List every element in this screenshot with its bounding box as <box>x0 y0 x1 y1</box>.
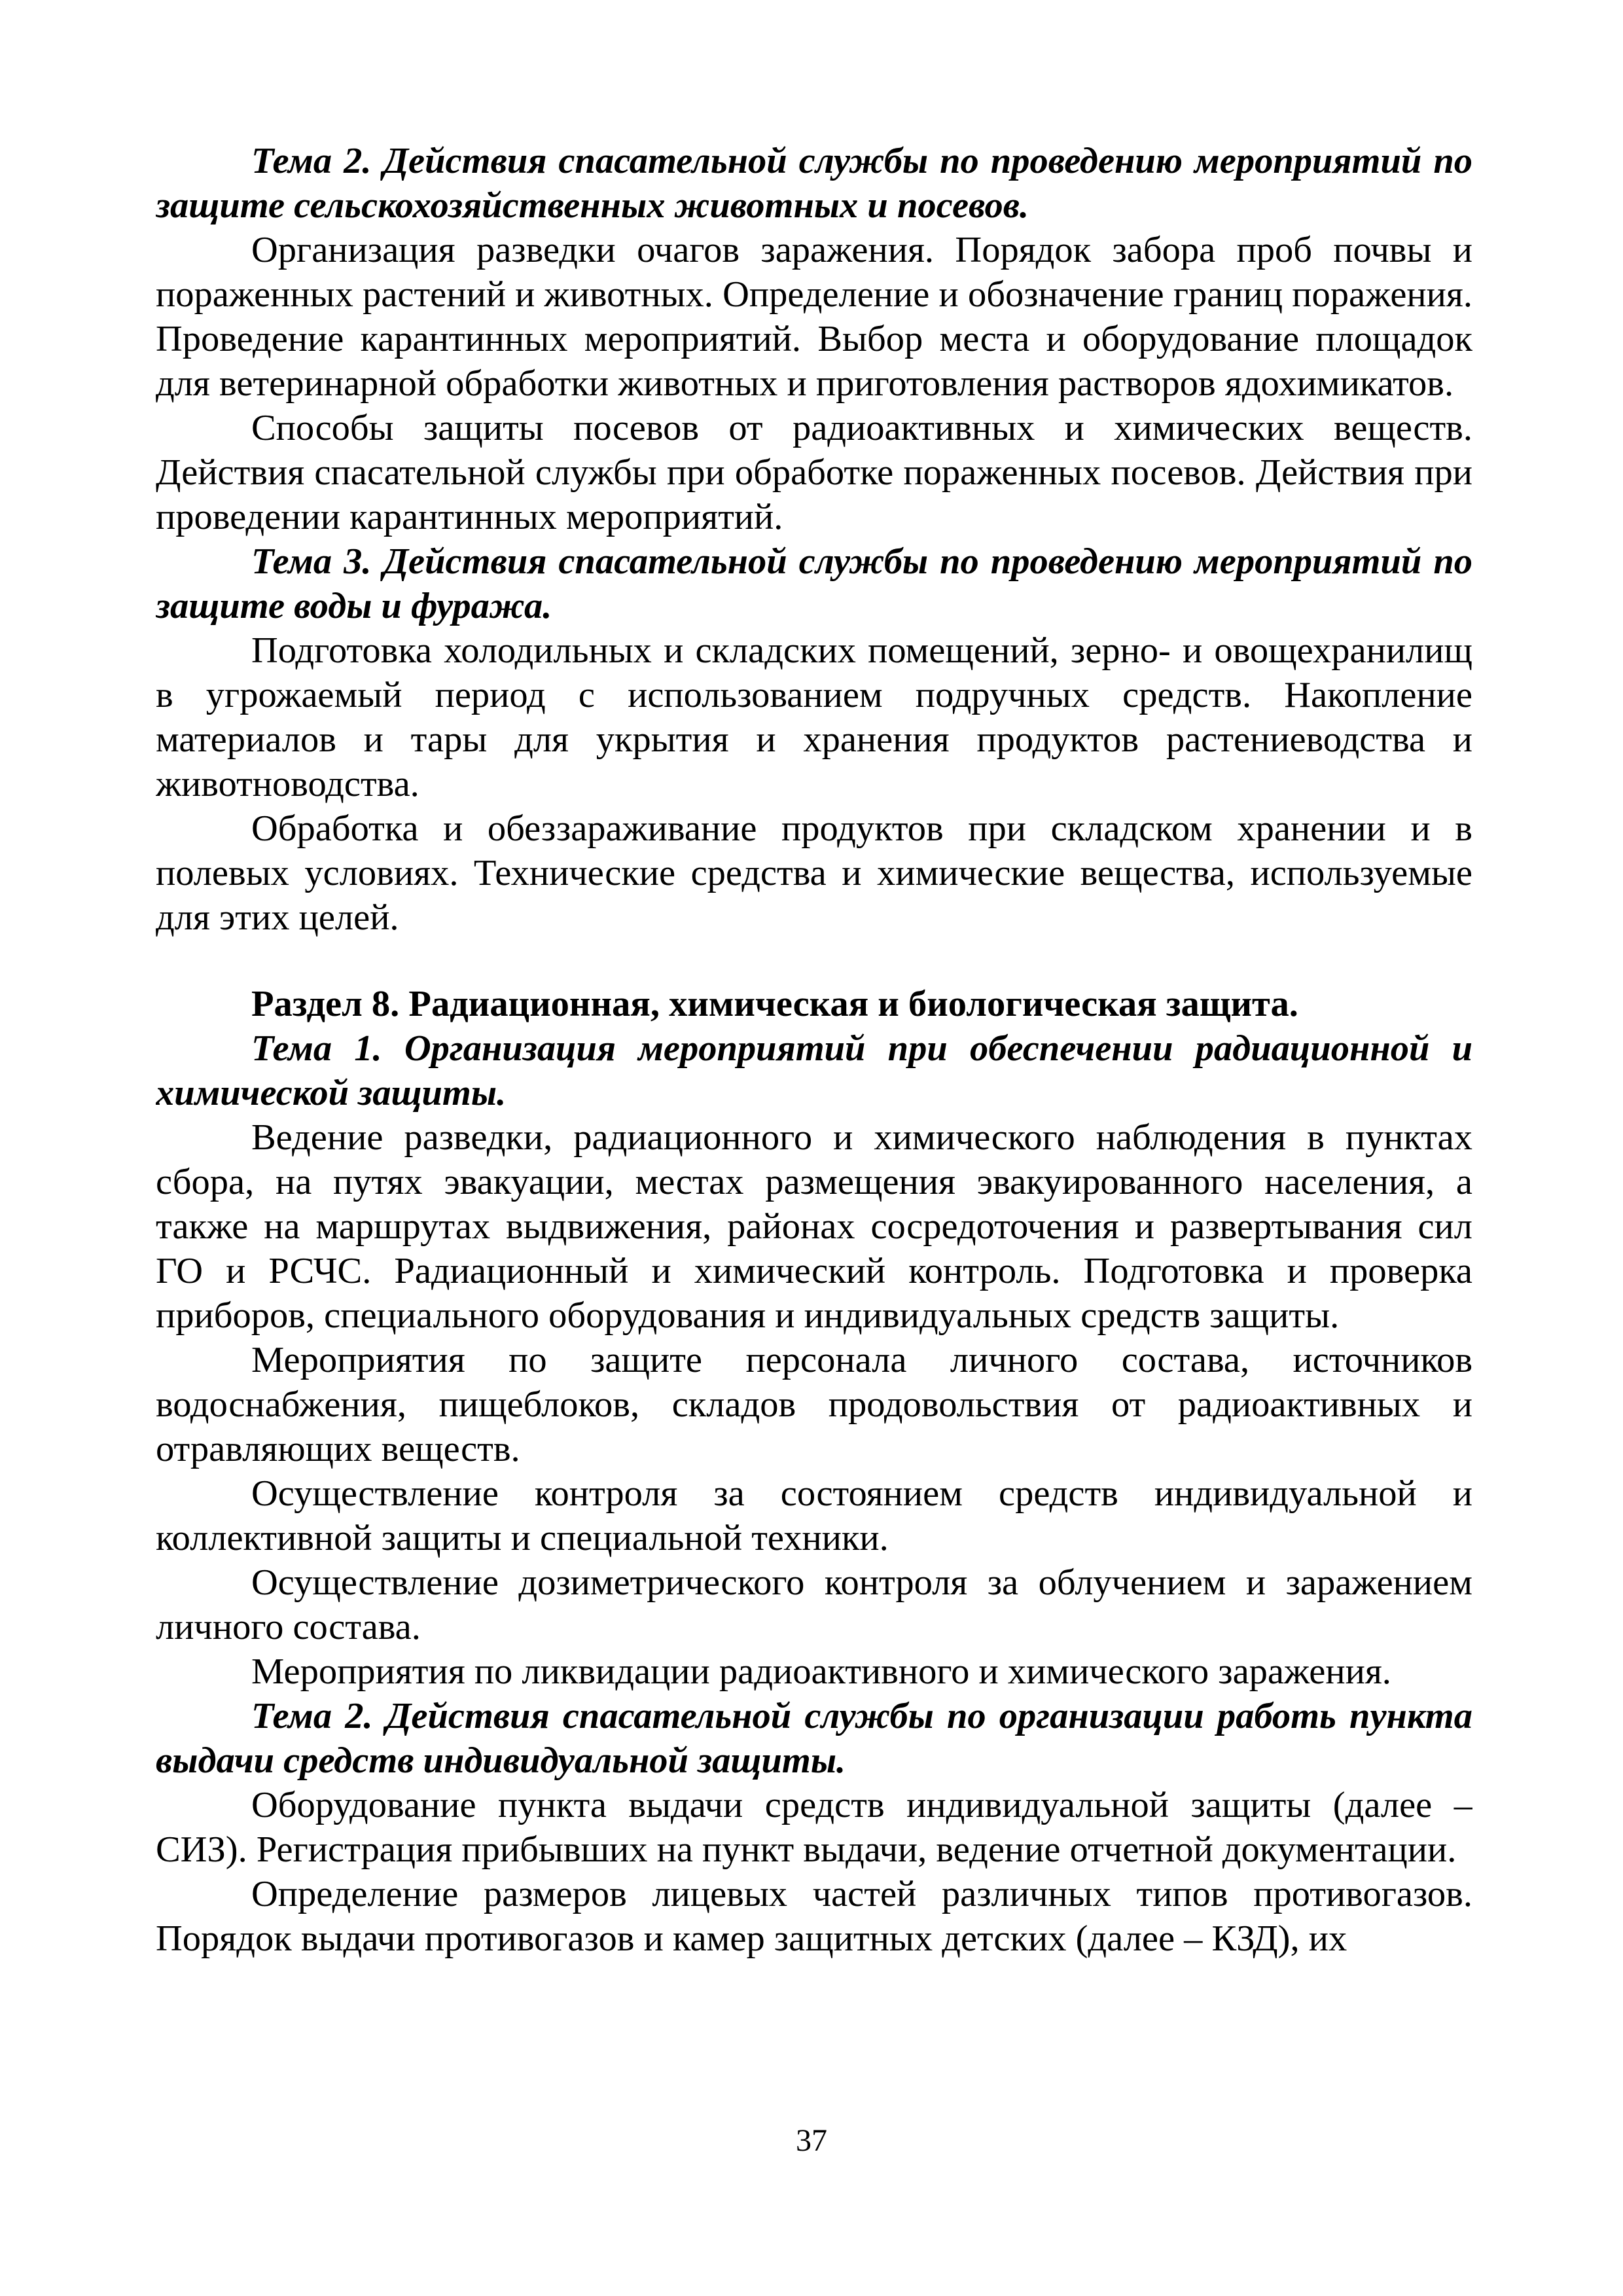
paragraph-contamination-elimination: Мероприятия по ликвидации радиоактивного и химического заражения. <box>251 1651 1391 1692</box>
paragraph-crop-protection: Способы защиты посевов от радиоактивных и химических веществ. Действия спасательной службы при обработке пораженных посевов. Действия при проведении карантинных мероприятий. <box>156 408 1472 537</box>
paragraph-reconnaissance-control: Ведение разведки, радиационного и химического наблюдения в пунктах сбора, на путях эвакуации, местах размещения эвакуированного населения, а также на маршрутах выдвижения, районах сосредоточения и развертывания сил ГО и РСЧС. Радиационный и химический контроль. Подготовка и проверка приборов, специального оборудования и индивидуальных средств защиты. <box>156 1117 1472 1336</box>
paragraph-decontamination: Обработка и обеззараживание продуктов при складском хранении и в полевых условиях. Технические средства и химические вещества, используемые для этих целей. <box>156 808 1472 938</box>
section-heading-8: Раздел 8. Радиационная, химическая и биологическая защита. <box>251 984 1298 1024</box>
topic-heading-ppe-point: Тема 2. Действия спасательной службы по организации работь пункта выдачи средств индивидуальной защиты. <box>156 1696 1472 1781</box>
topic-heading-agri: Тема 2. Действия спасательной службы по проведению мероприятий по защите сельскохозяйственных животных и посевов. <box>156 141 1472 226</box>
topic-heading-rc-protection: Тема 1. Организация мероприятий при обеспечении радиационной и химической защиты. <box>156 1028 1472 1113</box>
paragraph-equipment-control: Осуществление контроля за состоянием средств индивидуальной и коллективной защиты и специальной техники. <box>156 1473 1472 1558</box>
document-page <box>156 139 1472 2168</box>
topic-heading-water-feed: Тема 3. Действия спасательной службы по проведению мероприятий по защите воды и фуража. <box>156 541 1472 626</box>
paragraph-storage-preparation: Подготовка холодильных и складских помещений, зерно- и овощехранилищ в угрожаемый период с использованием подручных средств. Накопление материалов и тары для укрытия и хранения продуктов растениеводства и животноводства. <box>156 630 1472 804</box>
paragraph-personnel-protection: Мероприятия по защите персонала личного состава, источников водоснабжения, пищеблоков, складов продовольствия от радиоактивных и отравляющих веществ. <box>156 1340 1472 1469</box>
page-number: 37 <box>796 2123 827 2158</box>
paragraph-ppe-point-equipment: Оборудование пункта выдачи средств индивидуальной защиты (далее – СИЗ). Регистрация прибывших на пункт выдачи, ведение отчетной документации. <box>156 1785 1472 1870</box>
paragraph-gas-mask-sizing: Определение размеров лицевых частей различных типов противогазов. Порядок выдачи противогазов и камер защитных детских (далее – КЗД), их <box>156 1874 1472 1959</box>
paragraph-dosimetric-control: Осуществление дозиметрического контроля за облучением и заражением личного состава. <box>156 1562 1472 1647</box>
paragraph-reconnaissance: Организация разведки очагов заражения. Порядок забора проб почвы и пораженных растений и животных. Определение и обозначение границ поражения. Проведение карантинных мероприятий. Выбор места и оборудование площадок для ветеринарной обработки животных и приготовления растворов ядохимикатов. <box>156 230 1472 404</box>
